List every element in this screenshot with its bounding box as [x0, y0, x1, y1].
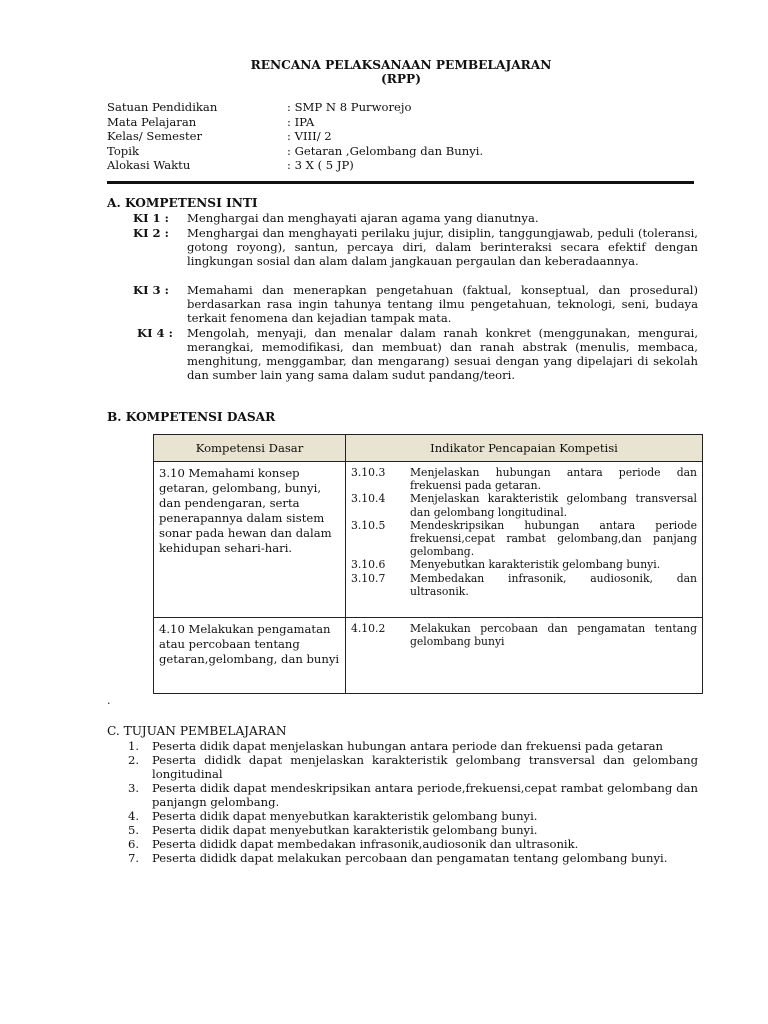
list-item [128, 809, 698, 823]
indicator-text: Menjelaskan karakteristik gelombang transversal dan gelombang longitudinal. [410, 492, 697, 519]
goal-text: Peserta dididk dapat menjelaskan karakteristik gelombang transversal dan gelombang longitudinal [152, 753, 698, 781]
indicator-number: 3.10.7 [351, 571, 386, 585]
identity-value: : IPA [287, 114, 315, 129]
list-item [128, 837, 698, 851]
indicator-item [351, 466, 697, 492]
kd-cell: 3.10 Memahami konsep getaran, gelombang, bunyi, dan pendengaran, serta penerapannya dalam sistem sonar pada hewan dan dalam kehidupan sehari-hari. [154, 462, 346, 618]
goal-number: 7. [128, 851, 140, 865]
goal-text: Peserta dididk dapat melakukan percobaan dan pengamatan tentang gelombang bunyi. [152, 851, 668, 865]
ki-item [133, 226, 698, 268]
column-header-kd: Kompetensi Dasar [154, 435, 346, 462]
indicator-text: Membedakan infrasonik, audiosonik, dan ultrasonik. [410, 571, 697, 598]
indicator-number: 4.10.2 [351, 622, 386, 635]
ki-text: Menghargai dan menghayati ajaran agama yang dianutnya. [187, 211, 539, 225]
document-title: RENCANA PELAKSANAAN PEMBELAJARAN [250, 58, 552, 72]
identity-row [107, 144, 695, 159]
ki-label: KI 1 : [133, 211, 169, 225]
ki-text: Memahami dan menerapkan pengetahuan (faktual, konseptual, dan prosedural) berdasarkan rasa ingin tahunya tentang ilmu pengetahuan, teknologi, seni, budaya terkait fenomena dan kejadian tampak mata. [187, 283, 698, 325]
ki-item [133, 326, 698, 382]
list-item [128, 753, 698, 781]
goal-number: 1. [128, 739, 140, 753]
identity-row [107, 129, 695, 144]
identity-value: : 3 X ( 5 JP) [287, 158, 354, 173]
stray-mark: . [107, 694, 111, 707]
identity-label: Topik [107, 143, 139, 158]
indicator-text: Menjelaskan hubungan antara periode dan frekuensi pada getaran. [410, 466, 697, 493]
goal-text: Peserta didik dapat menyebutkan karakteristik gelombang bunyi. [152, 823, 538, 837]
indicator-item [351, 622, 697, 648]
identity-table [107, 100, 695, 173]
indicator-number: 3.10.5 [351, 518, 386, 532]
identity-row [107, 115, 695, 130]
indicator-cell [346, 462, 703, 618]
ki-text: Menghargai dan menghayati perilaku jujur, disiplin, tanggungjawab, peduli (toleransi, gotong royong), santun, percaya diri, dalam berinteraksi secara efektif dengan lingkungan sosial dan alam dalam jangkauan pergaulan dan keberadaannya. [187, 226, 698, 268]
section-c-heading: C. TUJUAN PEMBELAJARAN [107, 724, 287, 738]
indicator-text: Mendeskripsikan hubungan antara periode frekuensi,cepat rambat gelombang,dan panjang gelombang. [410, 518, 697, 559]
indicator-item [351, 519, 697, 559]
section-b-heading: B. KOMPETENSI DASAR [107, 410, 276, 424]
indicator-cell [346, 618, 703, 694]
goal-number: 5. [128, 823, 140, 837]
identity-label: Satuan Pendidikan [107, 100, 218, 114]
identity-label: Alokasi Waktu [107, 158, 191, 173]
goal-text: Peserta didik dapat mendeskripsikan antara periode,frekuensi,cepat rambat gelombang dan panjangn gelombang. [152, 781, 698, 809]
goal-text: Peserta dididk dapat membedakan infrasonik,audiosonik dan ultrasonik. [152, 837, 579, 851]
ki-item [133, 211, 698, 225]
goal-number: 6. [128, 837, 140, 851]
indicator-number: 3.10.3 [351, 466, 386, 479]
list-item [128, 739, 698, 753]
list-item [128, 823, 698, 837]
indicator-item [351, 492, 697, 518]
indicator-number: 3.10.6 [351, 558, 386, 572]
column-header-indikator: Indikator Pencapaian Kompetisi [346, 435, 703, 462]
identity-row [107, 100, 695, 115]
learning-goals-list [128, 739, 698, 865]
table-row [154, 618, 703, 694]
table-row [154, 462, 703, 618]
ki-label: KI 3 : [133, 283, 169, 297]
indicator-text: Melakukan percobaan dan pengamatan tentang gelombang bunyi [410, 622, 697, 649]
header-divider [107, 181, 694, 184]
document-subtitle: (RPP) [381, 72, 421, 86]
goal-number: 4. [128, 809, 140, 823]
identity-value: : SMP N 8 Purworejo [287, 100, 412, 114]
identity-label: Kelas/ Semester [107, 129, 203, 144]
identity-value: : Getaran ,Gelombang dan Bunyi. [287, 143, 484, 158]
identity-label: Mata Pelajaran [107, 114, 197, 129]
section-a-heading: A. KOMPETENSI INTI [107, 196, 258, 210]
indicator-number: 3.10.4 [351, 492, 386, 506]
ki-label: KI 4 : [137, 326, 173, 340]
ki-label: KI 2 : [133, 226, 169, 240]
goal-number: 3. [128, 781, 140, 795]
identity-row [107, 158, 695, 173]
goal-number: 2. [128, 753, 140, 767]
goal-text: Peserta didik dapat menjelaskan hubungan antara periode dan frekuensi pada getaran [152, 739, 663, 753]
list-item [128, 781, 698, 809]
ki-item [133, 283, 698, 325]
indicator-item [351, 558, 697, 571]
indicator-item [351, 572, 697, 598]
table-header-row [154, 435, 703, 462]
goal-text: Peserta didik dapat menyebutkan karakteristik gelombang bunyi. [152, 809, 538, 823]
identity-value: : VIII/ 2 [287, 129, 332, 144]
kompetensi-dasar-table [153, 434, 703, 694]
ki-text: Mengolah, menyaji, dan menalar dalam ranah konkret (menggunakan, mengurai, merangkai, memodifikasi, dan membuat) dan ranah abstrak (menulis, membaca, menghitung, menggambar, dan mengarang) sesuai dengan yang dipelajari di sekolah dan sumber lain yang sama dalam sudut pandang/teori. [187, 326, 698, 382]
kd-cell: 4.10 Melakukan pengamatan atau percobaan tentang getaran,gelombang, dan bunyi [154, 618, 346, 694]
list-item [128, 851, 698, 865]
indicator-text: Menyebutkan karakteristik gelombang bunyi. [410, 558, 661, 572]
